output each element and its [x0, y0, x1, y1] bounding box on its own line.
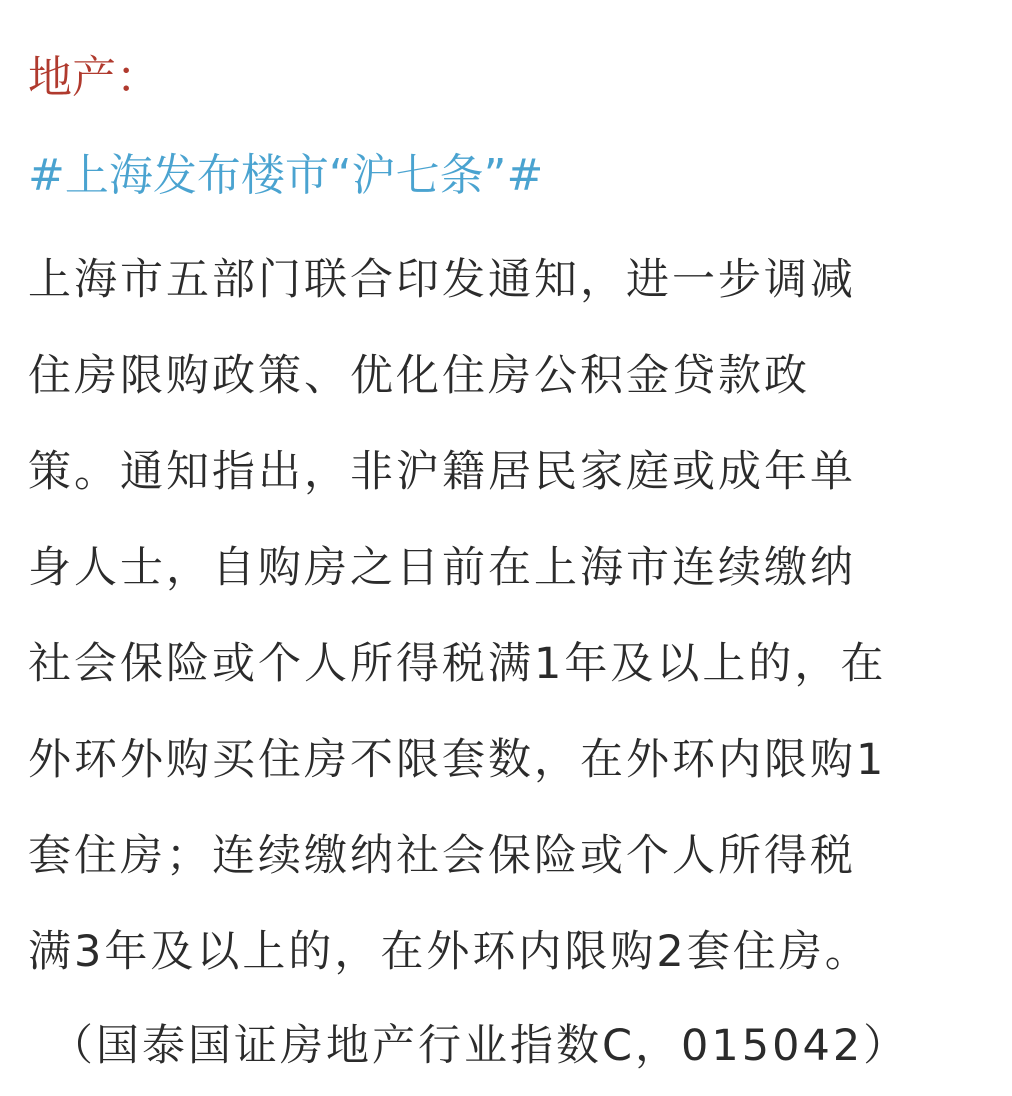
body-line: 外环外购买住房不限套数，在外环内限购1 [28, 735, 887, 785]
index-source-note: （国泰国证房地产行业指数C，015042） [50, 1021, 910, 1071]
article-body [28, 232, 988, 1000]
body-line: 满3年及以上的，在外环内限购2套住房。 [28, 927, 871, 977]
body-line: 上海市五部门联合印发通知，进一步调减 [28, 255, 856, 305]
body-line: 身人士，自购房之日前在上海市连续缴纳 [28, 543, 856, 593]
category-label: 地产： [28, 52, 160, 103]
body-line: 社会保险或个人所得税满1年及以上的，在 [28, 639, 887, 689]
hashtag-topic[interactable]: #上海发布楼市“沪七条”# [28, 150, 544, 201]
body-line: 策。通知指出，非沪籍居民家庭或成年单 [28, 447, 856, 497]
body-line: 住房限购政策、优化住房公积金贷款政 [28, 351, 810, 401]
body-line: 套住房；连续缴纳社会保险或个人所得税 [28, 831, 856, 881]
